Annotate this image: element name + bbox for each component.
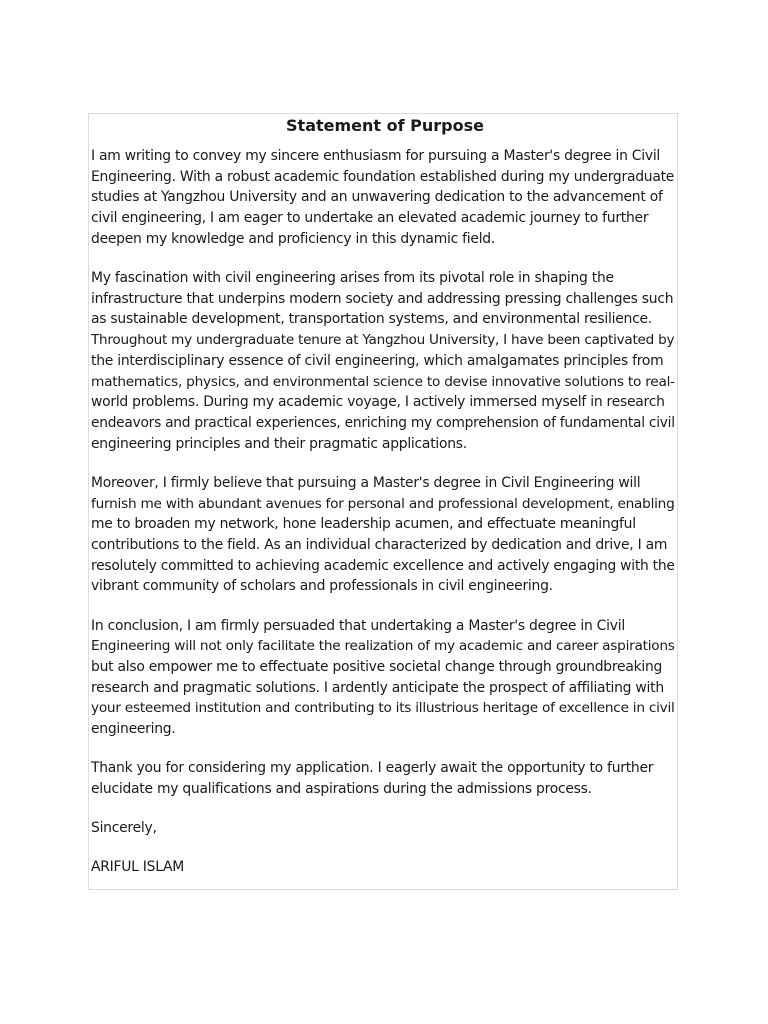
text-line: infrastructure that underpins modern society and addressing pressing challenges such: [91, 290, 674, 307]
text-line: the interdisciplinary essence of civil engineering, which amalgamates principles from: [91, 352, 664, 369]
text-line: research and pragmatic solutions. I ardently anticipate the prospect of affiliating with: [91, 679, 664, 696]
paragraph-thanks: [91, 758, 679, 799]
text-line: civil engineering, I am eager to undertake an elevated academic journey to further: [91, 210, 649, 227]
text-line: world problems. During my academic voyage, I actively immersed myself in research: [91, 394, 665, 411]
text-line: elucidate my qualifications and aspirations during the admissions process.: [91, 780, 592, 797]
text-line: I am writing to convey my sincere enthusiasm for pursuing a Master's degree in Civil: [91, 148, 661, 164]
text-line: me to broaden my network, hone leadership acumen, and effectuate meaningful: [91, 516, 636, 533]
paragraph-intro: [91, 146, 679, 250]
text-line: your esteemed institution and contributing to its illustrious heritage of excellence in civil: [91, 700, 675, 717]
text-line: endeavors and practical experiences, enriching my comprehension of fundamental civil: [91, 414, 675, 431]
text-line: furnish me with abundant avenues for personal and professional development, enabling: [91, 495, 675, 512]
document-page: [88, 113, 678, 890]
text-line: engineering.: [91, 721, 176, 738]
paragraph-conclusion: [91, 616, 679, 740]
signature-name: ARIFUL ISLAM: [91, 859, 185, 876]
text-line: Engineering. With a robust academic foundation established during my undergraduate: [91, 168, 675, 185]
text-line: vibrant community of scholars and professionals in civil engineering.: [91, 578, 553, 595]
text-line: mathematics, physics, and environmental science to devise innovative solutions to real-: [91, 373, 675, 390]
text-line: contributions to the field. As an individual characterized by dedication and drive, I am: [91, 536, 668, 553]
text-line: Thank you for considering my application. I eagerly await the opportunity to further: [91, 760, 654, 777]
text-line: Moreover, I firmly believe that pursuing a Master's degree in Civil Engineering will: [91, 474, 641, 491]
paragraph-goals: [91, 473, 679, 597]
text-line: My fascination with civil engineering arises from its pivotal role in shaping the: [91, 270, 614, 287]
text-line: In conclusion, I am firmly persuaded that undertaking a Master's degree in Civil: [91, 617, 625, 634]
text-line: engineering principles and their pragmatic applications.: [91, 435, 467, 452]
closing-salutation: Sincerely,: [91, 820, 157, 837]
paragraph-motivation: [91, 268, 679, 454]
text-line: deepen my knowledge and proficiency in this dynamic field.: [91, 230, 496, 247]
document-title: Statement of Purpose: [286, 116, 484, 135]
text-line: resolutely committed to achieving academic excellence and actively engaging with the: [91, 557, 675, 574]
text-line: Engineering will not only facilitate the realization of my academic and career aspirations: [91, 638, 675, 655]
document-body: [91, 116, 679, 878]
text-line: but also empower me to effectuate positive societal change through groundbreaking: [91, 658, 663, 675]
text-line: Throughout my undergraduate tenure at Yangzhou University, I have been captivated by: [91, 332, 675, 349]
text-line: studies at Yangzhou University and an unwavering dedication to the advancement of: [91, 189, 663, 206]
text-line: as sustainable development, transportation systems, and environmental resilience.: [91, 311, 652, 328]
